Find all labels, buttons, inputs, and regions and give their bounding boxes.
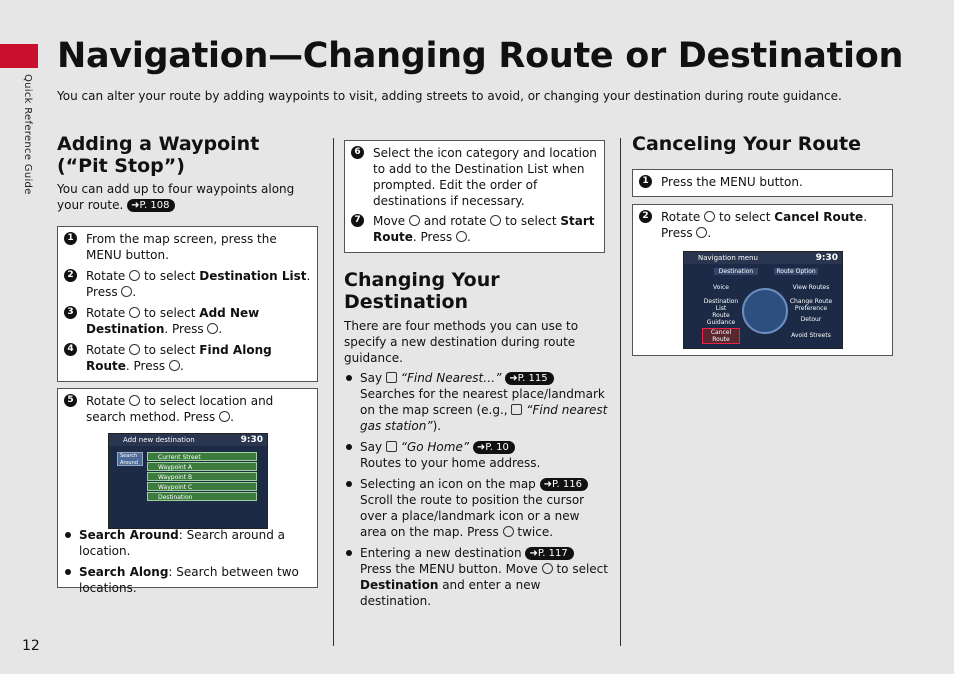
- step-text: Rotate: [86, 394, 126, 408]
- menu-item-route-guidance[interactable]: Route Guidance: [706, 312, 736, 326]
- menu-item-view-routes[interactable]: View Routes: [792, 284, 830, 291]
- step-number: 3: [64, 306, 77, 319]
- step-text: .: [218, 322, 223, 336]
- canceling-route-heading: Canceling Your Route: [632, 133, 861, 155]
- bullet-text: Say: [360, 440, 383, 454]
- talk-button-icon: [386, 372, 397, 383]
- talk-button-icon: [511, 404, 522, 415]
- screen-title: Navigation menu: [684, 252, 842, 264]
- menu-dial-graphic: [742, 288, 788, 334]
- list-item: [63, 527, 315, 559]
- menu-item-avoid-streets[interactable]: Avoid Streets: [791, 332, 831, 339]
- step-text: Rotate: [661, 210, 701, 224]
- screen-title: Add new destination: [109, 434, 267, 446]
- step-2: [58, 268, 313, 300]
- step-7: [345, 213, 600, 245]
- step-1: [633, 174, 888, 190]
- step-2: [633, 209, 888, 241]
- waypoint-steps-box: [57, 226, 318, 382]
- step-text: Move: [373, 214, 406, 228]
- navigation-menu-screen: [683, 251, 843, 349]
- step-4: [58, 342, 313, 374]
- description-text: You can add up to four waypoints along your route.: [57, 182, 295, 212]
- bullet-bold-text: Search Along: [79, 565, 169, 579]
- menu-item-voice[interactable]: Voice: [713, 284, 729, 291]
- talk-button-icon: [386, 441, 397, 452]
- bullet-subtext: Press the MENU button. Move: [360, 562, 538, 576]
- screen-clock: 9:30: [815, 253, 838, 263]
- step-text: .: [179, 359, 184, 373]
- step-number: 1: [639, 175, 652, 188]
- changing-destination-heading: [344, 269, 500, 313]
- heading-line: (“Pit Stop”): [57, 155, 185, 177]
- ref-label: P. 108: [139, 200, 170, 211]
- step-text: Rotate: [86, 306, 126, 320]
- step-text: .: [132, 285, 137, 299]
- menu-tab-route-option[interactable]: Route Option: [774, 268, 818, 275]
- list-item: [344, 545, 609, 609]
- step-number: 2: [639, 210, 652, 223]
- step-text: to select: [143, 269, 196, 283]
- interface-dial-press-icon: [169, 360, 180, 371]
- page-reference-link[interactable]: ➜P. 115: [505, 372, 553, 385]
- destination-row[interactable]: Current Street: [147, 452, 257, 461]
- step-bold-text: Destination List: [199, 269, 307, 283]
- step-text: .: [230, 410, 234, 424]
- menu-tab-destination[interactable]: Destination: [714, 268, 758, 275]
- list-item: [344, 439, 609, 471]
- step-bold-text: Find Along Route: [86, 343, 272, 373]
- step-text: . Press: [125, 359, 166, 373]
- column-divider: [620, 138, 621, 646]
- page-number: 12: [22, 638, 40, 654]
- step-bold-text: Cancel Route: [774, 210, 864, 224]
- step-number: 7: [351, 214, 364, 227]
- menu-item-detour[interactable]: Detour: [800, 316, 822, 323]
- section-tab: [0, 44, 38, 68]
- page-title: Navigation—Changing Route or Destination: [57, 36, 904, 76]
- bullet-text: Say: [360, 371, 383, 385]
- step-text: to select location and search method. Press: [86, 394, 274, 424]
- step-number: 5: [64, 394, 77, 407]
- step-text: to select: [143, 306, 196, 320]
- waypoint-description: [57, 181, 312, 213]
- step-text: . Press: [661, 210, 868, 240]
- step-text: and rotate: [423, 214, 487, 228]
- interface-dial-press-icon: [207, 323, 218, 334]
- step-number: 2: [64, 269, 77, 282]
- adding-waypoint-heading: [57, 133, 259, 177]
- heading-line: Destination: [344, 291, 469, 313]
- menu-item-destination-list[interactable]: Destination List: [703, 298, 739, 312]
- heading-line: Adding a Waypoint: [57, 133, 260, 155]
- bullet-bold-text: Destination: [360, 578, 439, 592]
- bullet-text: : Search between two locations.: [79, 565, 299, 595]
- step-3: [58, 305, 313, 337]
- interface-dial-press-icon: [696, 227, 707, 238]
- step-text: .: [707, 226, 712, 240]
- add-new-destination-screen: [108, 433, 268, 529]
- menu-item-cancel-route[interactable]: Cancel Route: [702, 328, 740, 344]
- bullet-subtext: twice.: [517, 525, 554, 539]
- voice-command-text: “Find nearest gas station”: [360, 403, 608, 433]
- step-number: 6: [351, 146, 364, 159]
- step-number: 1: [64, 232, 77, 245]
- step-text: Press the MENU button.: [661, 175, 803, 189]
- bullet-subtext: Routes to your home address.: [360, 456, 541, 470]
- step-bold-text: Start Route: [373, 214, 595, 244]
- ref-label: P. 117: [537, 548, 568, 559]
- step-text: . Press: [86, 269, 311, 299]
- step-text: . Press: [164, 322, 204, 336]
- cancel-step-1-box: [632, 169, 893, 197]
- destination-row[interactable]: Destination: [147, 492, 257, 501]
- step-text: Rotate: [86, 343, 126, 357]
- column-divider: [333, 138, 334, 646]
- side-label: Quick Reference Guide: [22, 74, 33, 195]
- interface-dial-rotate-icon: [129, 270, 140, 281]
- step-5: [58, 393, 313, 425]
- interface-dial-rotate-icon: [704, 211, 715, 222]
- page-reference-link[interactable]: ➜P. 10: [473, 441, 515, 454]
- bullet-subtext: and enter a new destination.: [360, 578, 541, 608]
- step-text: . Press: [412, 230, 453, 244]
- ref-label: P. 115: [517, 373, 548, 384]
- list-item: [63, 564, 315, 596]
- step-text: Rotate: [86, 269, 126, 283]
- ref-label: P. 10: [485, 442, 509, 453]
- destination-row[interactable]: Waypoint C: [147, 482, 257, 491]
- screen-clock: 9:30: [240, 435, 263, 445]
- step-bold-text: Add New Destination: [86, 306, 260, 336]
- interface-dial-rotate-icon: [129, 344, 140, 355]
- step-6: [345, 145, 600, 209]
- destination-methods-list: [344, 370, 609, 609]
- bullet-text: : Search around a location.: [79, 528, 286, 558]
- bullet-text: Entering a new destination: [360, 546, 522, 560]
- step-text: From the map screen, press the MENU button.: [86, 232, 277, 262]
- waypoint-steps-continued-box: [344, 140, 605, 253]
- heading-line: Changing Your: [344, 269, 500, 291]
- bullet-bold-text: Search Around: [79, 528, 179, 542]
- bullet-subtext: Searches for the nearest place/landmark on the map screen (e.g.,: [360, 387, 605, 417]
- ref-label: P. 116: [552, 479, 582, 490]
- voice-command-text: “Go Home”: [400, 440, 470, 454]
- step-number: 4: [64, 343, 77, 356]
- interface-dial-rotate-icon: [129, 307, 140, 318]
- step-text: to select: [718, 210, 771, 224]
- page-reference-link[interactable]: ➜P. 116: [540, 478, 588, 491]
- page-reference-link[interactable]: ➜P. 117: [525, 547, 573, 560]
- step-text: Select the icon category and location to add to the Destination List when prompted. Edit the order of destinations if necessary.: [373, 146, 597, 208]
- interface-dial-rotate-icon: [490, 215, 501, 226]
- search-options-list: [63, 527, 315, 596]
- interface-dial-press-icon: [503, 526, 514, 537]
- page-reference-link[interactable]: ➜P. 108: [127, 199, 175, 212]
- changing-destination-description: There are four methods you can use to specify a new destination during route guidance.: [344, 319, 579, 365]
- bullet-subtext: Scroll the route to position the cursor over a place/landmark icon or a new area on the map. Press: [360, 493, 585, 539]
- step-text: .: [466, 230, 471, 244]
- interface-dial-press-icon: [219, 411, 230, 422]
- interface-dial-press-icon: [456, 231, 467, 242]
- list-item: [344, 370, 609, 434]
- interface-dial-press-icon: [121, 286, 132, 297]
- destination-row[interactable]: Waypoint B: [147, 472, 257, 481]
- search-around-button[interactable]: Search Around: [117, 452, 143, 466]
- step-1: [58, 231, 313, 263]
- destination-row[interactable]: Waypoint A: [147, 462, 257, 471]
- step-text: to select: [143, 343, 196, 357]
- interface-dial-move-icon: [409, 215, 420, 226]
- interface-dial-rotate-icon: [129, 395, 140, 406]
- list-item: [344, 476, 609, 540]
- menu-item-change-route-preference[interactable]: Change Route Preference: [789, 298, 833, 312]
- interface-dial-move-icon: [542, 563, 553, 574]
- voice-command-text: “Find Nearest…”: [400, 371, 502, 385]
- intro-text: You can alter your route by adding waypoints to visit, adding streets to avoid, or changing your destination during route guidance.: [57, 89, 842, 103]
- bullet-subtext: ).: [432, 419, 442, 433]
- step-text: to select: [505, 214, 557, 228]
- bullet-subtext: to select: [556, 562, 608, 576]
- bullet-text: Selecting an icon on the map: [360, 477, 536, 491]
